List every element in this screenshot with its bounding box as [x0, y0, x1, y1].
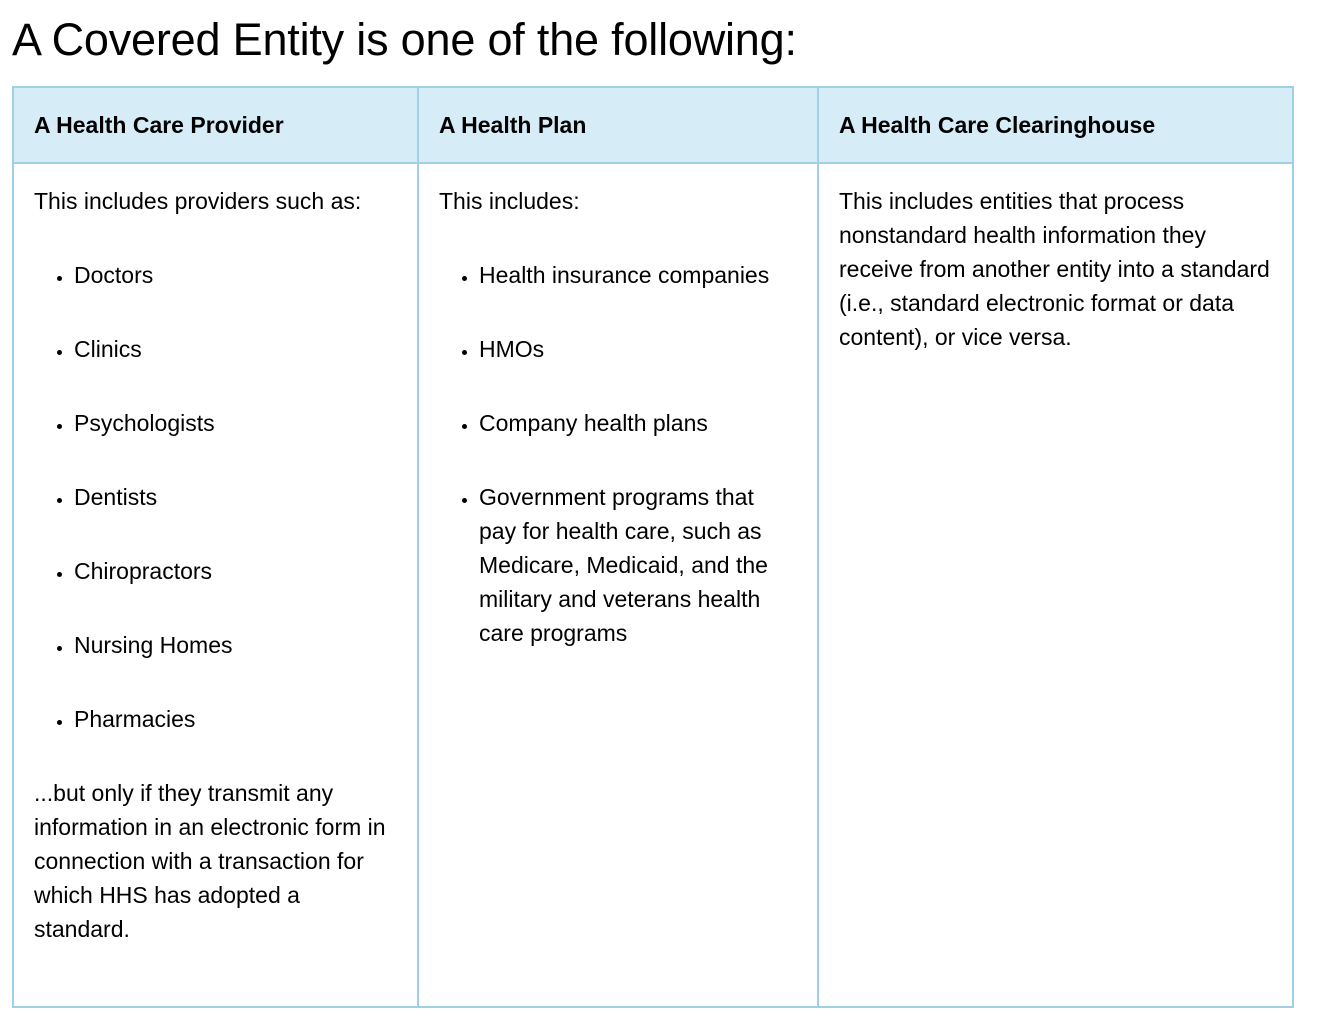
list-item: • Clinics — [74, 332, 397, 366]
covered-entity-table — [12, 86, 1294, 1008]
page-title: A Covered Entity is one of the following: — [12, 14, 797, 65]
provider-intro: This includes providers such as: — [34, 188, 362, 214]
list-item: • Nursing Homes — [74, 628, 397, 662]
list-item: • Dentists — [74, 480, 397, 514]
table-header-row — [13, 87, 1293, 163]
list-item: • Psychologists — [74, 406, 397, 440]
list-item: • Pharmacies — [74, 702, 397, 736]
cell-health-care-clearinghouse — [818, 163, 1293, 1007]
plan-intro: This includes: — [439, 188, 580, 214]
cell-health-care-provider — [13, 163, 418, 1007]
plan-list — [439, 258, 797, 650]
clearinghouse-text: This includes entities that process nonstandard health information they receive from another entity into a standard (i.e., standard electronic format or data content), or vice versa. — [839, 188, 1270, 350]
provider-list — [34, 258, 397, 736]
provider-footer: ...but only if they transmit any information in an electronic form in connection with a transaction for which HHS has adopted a standard. — [34, 780, 386, 942]
list-item: • Company health plans — [479, 406, 797, 440]
header-health-care-provider: A Health Care Provider — [13, 87, 418, 163]
list-item: • Health insurance companies — [479, 258, 797, 292]
list-item: • Chiropractors — [74, 554, 397, 588]
list-item: • Doctors — [74, 258, 397, 292]
table-body-row — [13, 163, 1293, 1007]
list-item: • HMOs — [479, 332, 797, 366]
header-health-care-clearinghouse: A Health Care Clearinghouse — [818, 87, 1293, 163]
cell-health-plan — [418, 163, 818, 1007]
header-health-plan: A Health Plan — [418, 87, 818, 163]
list-item: • Government programs that pay for health care, such as Medicare, Medicaid, and the military and veterans health care programs — [479, 480, 797, 650]
